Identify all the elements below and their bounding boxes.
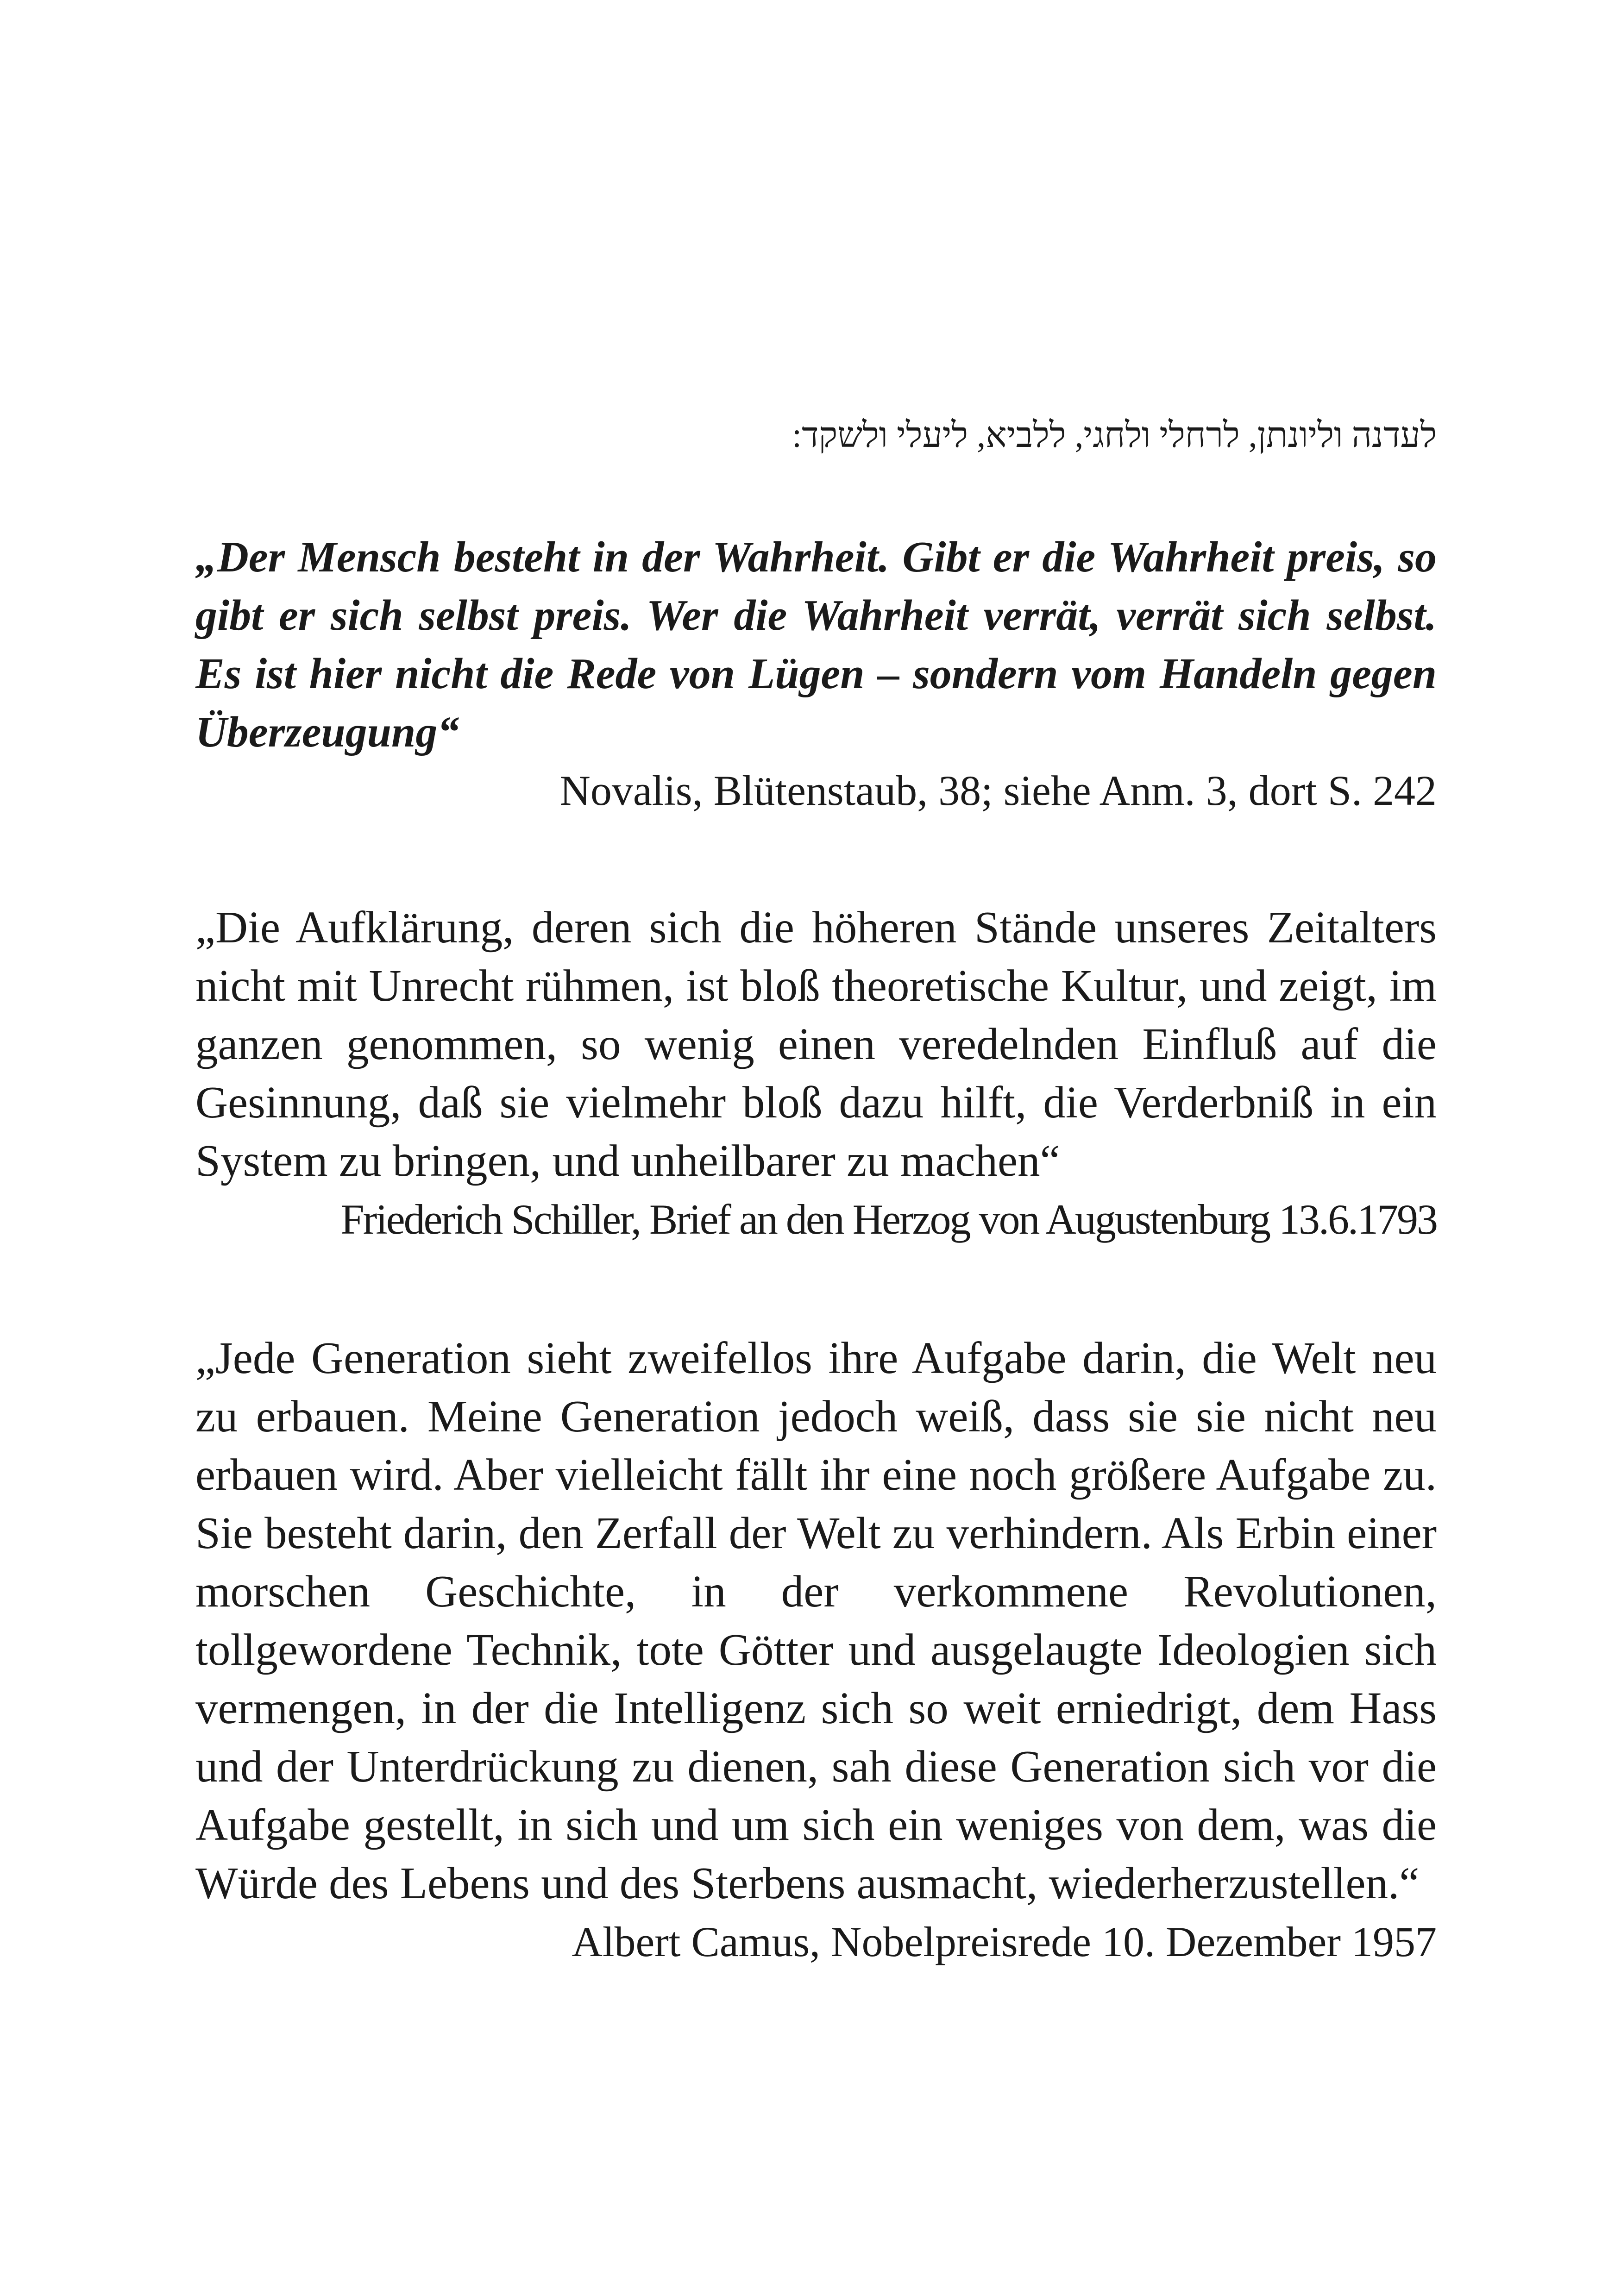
quote-text-camus: „Jede Generation sieht zweifellos ihre Aufgabe darin, die Welt neu zu erbauen. Meine Generation jedoch weiß, dass sie sie nicht neu erbauen wird. Aber vielleicht fällt ihr eine noch größere Aufgabe zu. Sie besteht darin, den Zerfall der Welt zu verhindern. Als Erbin einer morschen Geschichte, in der verkommene Revolutionen, tollgewordene Technik, tote Götter und ausgelaugte Ideologien sich vermengen, in der die Intelligenz sich so weit erniedrigt, dem Hass und der Unterdrückung zu dienen, sah diese Generation sich vor die Aufgabe gestellt, in sich und um sich ein weniges von dem, was die Würde des Lebens und des Sterbens ausmacht, wiederherzustellen.“ [195,1333,1437,1908]
quote-block-camus [195,1329,1437,1971]
quote-text-novalis: „Der Mensch besteht in der Wahrheit. Gibt er die Wahrheit preis, so gibt er sich selbst preis. Wer die Wahrheit verrät, verrät sich selbst. Es ist hier nicht die Rede von Lügen – sondern vom Handeln gegen Überzeugung“ [195,533,1437,756]
quote-block-novalis [195,528,1437,820]
quote-block-schiller [195,898,1437,1248]
quote-source-camus: Albert Camus, Nobelpreisrede 10. Dezember 1957 [572,1918,1437,1965]
quote-source-novalis: Novalis, Blütenstaub, 38; siehe Anm. 3, dort S. 242 [559,767,1437,814]
quote-text-schiller: „Die Aufklärung, deren sich die höheren Stände unseres Zeitalters nicht mit Unrecht rühmen, ist bloß theoretische Kultur, und zeigt, im ganzen genommen, so wenig einen veredelnden Einfluß auf die Gesinnung, daß sie vielmehr bloß dazu hilft, die Verderbniß in ein System zu bringen, und unheilbarer zu machen“ [195,903,1437,1186]
quote-source-schiller: Friederich Schiller, Brief an den Herzog von Augustenburg 13.6.1793 [340,1196,1437,1243]
dedication-hebrew: לעדנה וליונתן, לרחלי ולחגי, ללביא, ליעלי ולשקד: [792,416,1437,455]
